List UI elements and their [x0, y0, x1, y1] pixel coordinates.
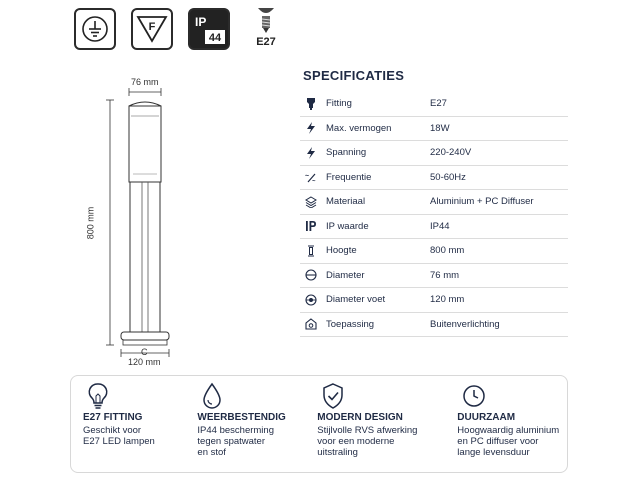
feature-description-line: en PC diffuser voor — [457, 436, 539, 447]
feature-description-line: en stof — [197, 447, 226, 458]
feature-description-line: lange levensduur — [457, 447, 530, 458]
spec-label: IP waarde — [326, 220, 369, 232]
feature-durable — [445, 376, 567, 472]
feature-description — [197, 425, 305, 458]
bollard-drawing — [80, 70, 240, 370]
spec-row-voltage — [300, 141, 568, 166]
feature-title: DUURZAAM — [457, 412, 516, 423]
feature-description-line: Geschikt voor — [83, 425, 142, 436]
ip-number-text: 44 — [208, 32, 222, 44]
spec-row-frequency — [300, 166, 568, 191]
feature-description-line: Hoogwaardig aluminium — [457, 425, 560, 436]
e27-label: E27 — [256, 36, 276, 48]
spec-value: 76 mm — [430, 269, 460, 281]
feature-description — [317, 425, 445, 458]
spec-row-application — [300, 313, 568, 338]
spec-label: Toepassing — [326, 318, 375, 330]
feature-strip — [70, 375, 568, 473]
spec-value: IP44 — [430, 220, 450, 232]
feature-description-line: IP44 bescherming — [197, 425, 274, 436]
dimension-height: 800 mm — [85, 206, 96, 240]
lightning-icon — [300, 147, 322, 159]
protective-earth-icon — [80, 14, 110, 44]
dimension-width-base: 120 mm — [128, 357, 161, 367]
application-icon — [300, 318, 322, 330]
spec-row-fitting — [300, 92, 568, 117]
ip-text: IP — [195, 15, 207, 29]
f-mark-text: F — [148, 21, 156, 33]
lightning-icon — [300, 122, 322, 134]
f-mark-badge — [131, 8, 173, 50]
spec-label: Diameter — [326, 269, 365, 281]
feature-title: WEERBESTENDIG — [197, 412, 286, 423]
feature-description-line: Stijlvolle RVS afwerking — [317, 425, 418, 436]
spec-row-base-diameter — [300, 288, 568, 313]
spec-label: Diameter voet — [326, 294, 386, 306]
frequency-icon — [300, 171, 322, 183]
spec-value: 220-240V — [430, 147, 472, 159]
spec-label: Max. vermogen — [326, 122, 392, 134]
spec-value: 800 mm — [430, 245, 465, 257]
feature-title: MODERN DESIGN — [317, 412, 403, 423]
spec-value: 18W — [430, 122, 450, 134]
ip44-badge — [188, 8, 230, 50]
spec-row-power — [300, 117, 568, 142]
spec-value: 50-60Hz — [430, 171, 466, 183]
feature-description-line: E27 LED lampen — [83, 436, 155, 447]
base-diameter-icon — [300, 294, 322, 306]
protective-earth-badge — [74, 8, 116, 50]
spec-table — [300, 92, 568, 337]
e27-socket-icon — [254, 8, 278, 34]
ip-icon — [300, 220, 322, 232]
spec-row-ip-rating — [300, 215, 568, 240]
spec-label: Materiaal — [326, 196, 366, 208]
height-icon — [300, 245, 322, 257]
clock-icon — [461, 382, 487, 410]
spec-label: Spanning — [326, 147, 367, 159]
spec-label: Hoogte — [326, 245, 357, 257]
shield-check-icon — [321, 382, 345, 410]
dimension-width-top: 76 mm — [131, 77, 159, 87]
material-icon — [300, 196, 322, 208]
spec-label: Frequentie — [326, 171, 372, 183]
e27-bulb-badge — [245, 8, 287, 52]
spec-title: SPECIFICATIES — [303, 68, 405, 83]
feature-description — [83, 425, 185, 447]
feature-weatherproof — [185, 376, 305, 472]
f-mark-icon — [135, 14, 169, 44]
water-drop-icon — [201, 382, 223, 410]
spec-value: 120 mm — [430, 294, 465, 306]
dimension-base-symbol: C — [141, 347, 148, 357]
ip44-icon — [191, 11, 227, 47]
feature-description-line: uitstraling — [317, 447, 358, 458]
spec-value: E27 — [430, 98, 447, 110]
feature-description-line: tegen spatwater — [197, 436, 266, 447]
bulb-socket-icon — [300, 98, 322, 110]
spec-row-material — [300, 190, 568, 215]
certification-icons — [74, 8, 287, 52]
svg-text:~: ~ — [312, 179, 316, 184]
feature-e27-fitting — [71, 376, 185, 472]
technical-drawing — [80, 70, 240, 370]
spec-value: Buitenverlichting — [430, 318, 500, 330]
feature-title: E27 FITTING — [83, 412, 143, 423]
feature-modern-design — [305, 376, 445, 472]
spec-row-diameter — [300, 264, 568, 289]
diameter-icon — [300, 269, 322, 281]
spec-row-height — [300, 239, 568, 264]
svg-text:~: ~ — [305, 173, 310, 181]
spec-value: Aluminium + PC Diffuser — [430, 196, 534, 208]
feature-description — [457, 425, 567, 458]
spec-label: Fitting — [326, 98, 352, 110]
bulb-icon — [87, 382, 109, 410]
feature-description-line: voor een moderne — [317, 436, 395, 447]
